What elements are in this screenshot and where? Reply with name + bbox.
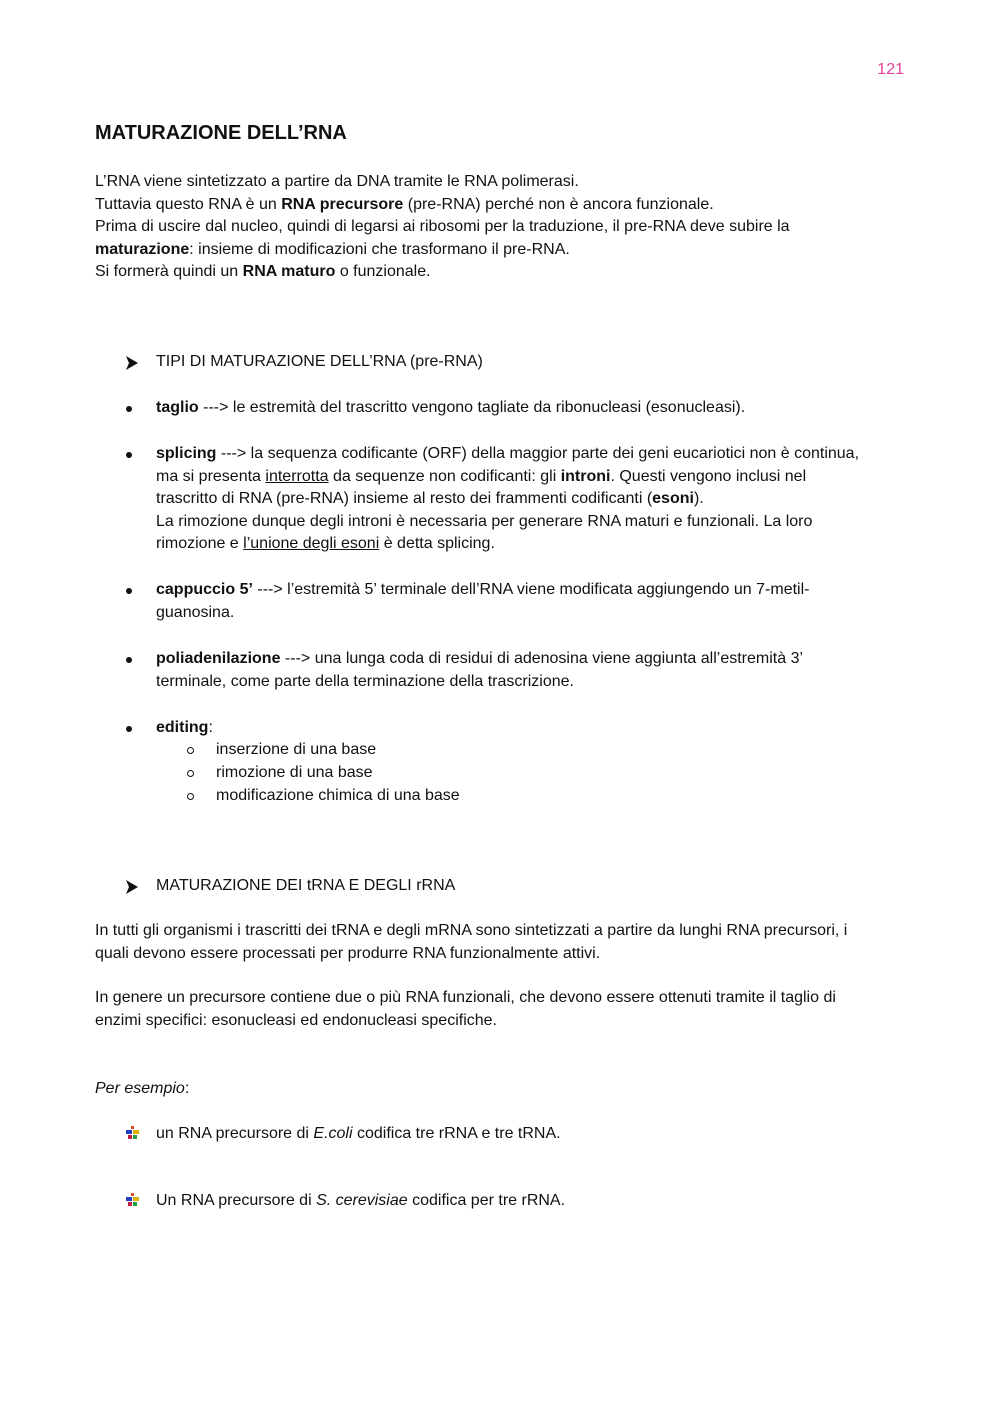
- bullet-dot: [126, 657, 132, 663]
- arrowhead-bullet-icon: [126, 880, 138, 894]
- list-item-taglio: taglio ---> le estremità del trascritto vengono tagliate da ribonucleasi (esonucleasi).: [156, 399, 746, 416]
- sub-item: modificazione chimica di una base: [216, 787, 460, 804]
- sub-bullet-circle: [187, 770, 194, 777]
- intro-line: L’RNA viene sintetizzato a partire da DNA tramite le RNA polimerasi.: [95, 173, 579, 190]
- bullet-dot: [126, 588, 132, 594]
- page-title: MATURAZIONE DELL’RNA: [95, 122, 347, 144]
- arrowhead-bullet-icon: [126, 356, 138, 370]
- paragraph-precursors: In tutti gli organismi i trascritti dei tRNA e degli mRNA sono sintetizzati a partire da lunghi RNA precursori, i quali devono essere processati per produrre RNA funzionalmente attivi.: [95, 922, 848, 962]
- sub-bullet-circle: [187, 747, 194, 754]
- section-heading-types: TIPI DI MATURAZIONE DELL’RNA (pre-RNA): [156, 353, 483, 370]
- sub-item: rimozione di una base: [216, 764, 373, 781]
- example-item-cerevisiae: Un RNA precursore di S. cerevisiae codifica per tre rRNA.: [156, 1192, 566, 1209]
- windows-flag-bullet-icon: [126, 1193, 140, 1207]
- bullet-dot: [126, 726, 132, 732]
- list-item-splicing: splicing ---> la sequenza codificante (ORF) della maggior parte dei geni eucariotici non è continua, ma si presenta interrotta da sequenze non codificanti: gli introni. Questi vengono inclusi nel trascritto di RNA (pre-RNA) insieme al resto dei frammenti codificanti (esoni). La rimozione dunque degli introni è necessaria per generare RNA maturi e funzionali. La loro rimozione e l’unione degli esoni è detta splicing.: [156, 445, 860, 553]
- paragraph-enzymes: In genere un precursore contiene due o più RNA funzionali, che devono essere ottenuti tramite il taglio di enzimi specifici: esonucleasi ed endonucleasi specifiche.: [95, 989, 836, 1029]
- bullet-dot: [126, 452, 132, 458]
- page-number: 121: [877, 61, 904, 78]
- intro-line: Prima di uscire dal nucleo, quindi di legarsi ai ribosomi per la traduzione, il pre-RNA deve subire la: [95, 218, 790, 236]
- bullet-dot: [126, 406, 132, 412]
- sub-item: inserzione di una base: [216, 741, 377, 758]
- list-item-cappuccio: cappuccio 5’ ---> l’estremità 5’ terminale dell’RNA viene modificata aggiungendo un 7-metil- guanosina.: [156, 581, 810, 621]
- example-item-ecoli: un RNA precursore di E.coli codifica tre rRNA e tre tRNA.: [156, 1125, 561, 1142]
- intro-line: Tuttavia questo RNA è un RNA precursore (pre-RNA) perché non è ancora funzionale.: [95, 195, 714, 213]
- intro-line: Si formerà quindi un RNA maturo o funzionale.: [95, 263, 431, 281]
- list-item-editing: editing:: [156, 719, 213, 736]
- windows-flag-bullet-icon: [126, 1126, 140, 1140]
- example-label: Per esempio:: [95, 1080, 190, 1097]
- list-item-poliadenilazione: poliadenilazione ---> una lunga coda di residui di adenosina viene aggiunta all’estremità 3’ terminale, come parte della terminazione della trascrizione.: [156, 650, 804, 690]
- section-heading-trna-rrna: MATURAZIONE DEI tRNA E DEGLI rRNA: [156, 877, 456, 894]
- sub-bullet-circle: [187, 793, 194, 800]
- intro-paragraph: [95, 171, 915, 284]
- intro-line: maturazione: insieme di modificazioni che trasformano il pre-RNA.: [95, 240, 570, 258]
